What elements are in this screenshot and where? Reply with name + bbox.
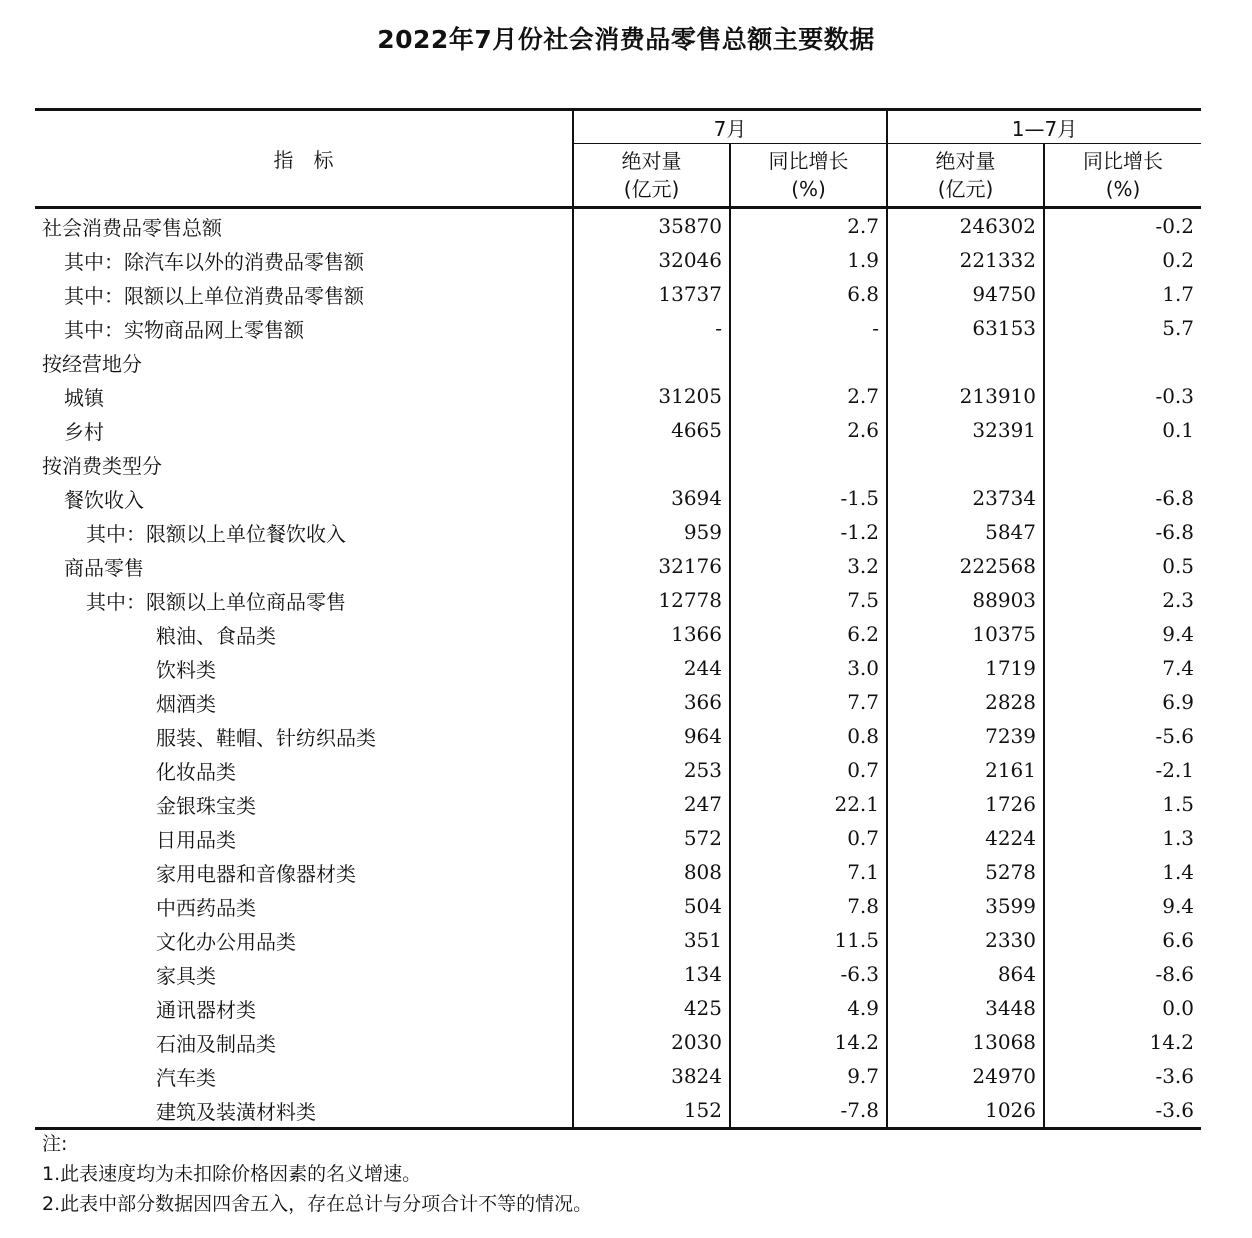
ytd-absolute-cell: 2828 — [887, 685, 1044, 719]
ytd-yoy-cell: -8.6 — [1044, 957, 1201, 991]
ytd-absolute-cell: 63153 — [887, 311, 1044, 345]
july-yoy-cell: 7.7 — [730, 685, 887, 719]
row-label: 家用电器和音像器材类 — [156, 861, 356, 886]
july-yoy-cell: -1.2 — [730, 515, 887, 549]
ytd-yoy-cell: -6.8 — [1044, 515, 1201, 549]
period-ytd-header: 1—7月 — [887, 110, 1201, 144]
july-absolute-cell — [573, 345, 730, 379]
abs-unit: (亿元) — [623, 177, 680, 201]
july-absolute-cell: 247 — [573, 787, 730, 821]
row-label: 其中：除汽车以外的消费品零售额 — [64, 249, 364, 274]
ytd-yoy-cell: 1.3 — [1044, 821, 1201, 855]
row-label: 其中：实物商品网上零售额 — [64, 317, 304, 342]
ytd-yoy-cell: -0.2 — [1044, 208, 1201, 244]
ytd-absolute-cell: 5278 — [887, 855, 1044, 889]
row-label: 中西药品类 — [156, 895, 256, 920]
table-row — [35, 617, 1201, 651]
table-row — [35, 1059, 1201, 1093]
ytd-absolute-cell: 13068 — [887, 1025, 1044, 1059]
july-yoy-cell — [730, 345, 887, 379]
july-absolute-cell: 134 — [573, 957, 730, 991]
row-label: 其中：限额以上单位餐饮收入 — [86, 521, 346, 546]
abs-unit: (亿元) — [937, 177, 994, 201]
july-yoy-cell: 11.5 — [730, 923, 887, 957]
table-body — [35, 208, 1201, 1129]
note-line: 1.此表速度均为未扣除价格因素的名义增速。 — [42, 1163, 422, 1185]
july-absolute-cell: 35870 — [573, 208, 730, 244]
yoy-label: 同比增长 — [1083, 149, 1164, 173]
july-yoy-cell: 3.2 — [730, 549, 887, 583]
ytd-yoy-cell: 2.3 — [1044, 583, 1201, 617]
july-yoy-header — [730, 144, 887, 208]
ytd-yoy-cell — [1044, 447, 1201, 481]
ytd-absolute-cell — [887, 447, 1044, 481]
row-label: 其中：限额以上单位消费品零售额 — [64, 283, 364, 308]
table-row — [35, 1025, 1201, 1059]
ytd-absolute-cell: 4224 — [887, 821, 1044, 855]
july-absolute-cell: 572 — [573, 821, 730, 855]
ytd-absolute-cell: 94750 — [887, 277, 1044, 311]
ytd-absolute-cell: 10375 — [887, 617, 1044, 651]
ytd-yoy-cell: 6.6 — [1044, 923, 1201, 957]
row-label: 化妆品类 — [156, 759, 236, 784]
ytd-absolute-cell: 3599 — [887, 889, 1044, 923]
table-row — [35, 345, 1201, 379]
table-row — [35, 753, 1201, 787]
july-absolute-cell: 2030 — [573, 1025, 730, 1059]
july-absolute-cell: 3824 — [573, 1059, 730, 1093]
table-row — [35, 243, 1201, 277]
july-yoy-cell: 4.9 — [730, 991, 887, 1025]
july-yoy-cell: -7.8 — [730, 1093, 887, 1129]
ytd-yoy-header — [1044, 144, 1201, 208]
ytd-absolute-cell: 24970 — [887, 1059, 1044, 1093]
ytd-absolute-cell: 221332 — [887, 243, 1044, 277]
ytd-yoy-cell: 6.9 — [1044, 685, 1201, 719]
july-yoy-cell: 2.7 — [730, 208, 887, 244]
note-line: 2.此表中部分数据因四舍五入，存在总计与分项合计不等的情况。 — [42, 1193, 593, 1215]
table-row — [35, 583, 1201, 617]
row-label: 服装、鞋帽、针纺织品类 — [156, 725, 376, 750]
notes-heading: 注: — [42, 1133, 68, 1155]
table-row — [35, 447, 1201, 481]
july-yoy-cell: 2.6 — [730, 413, 887, 447]
ytd-yoy-cell: -3.6 — [1044, 1093, 1201, 1129]
row-label: 建筑及装潢材料类 — [35, 1093, 573, 1129]
table-row — [35, 889, 1201, 923]
july-absolute-cell: 253 — [573, 753, 730, 787]
ytd-absolute-cell: 213910 — [887, 379, 1044, 413]
july-yoy-cell: 7.8 — [730, 889, 887, 923]
july-absolute-cell: 366 — [573, 685, 730, 719]
july-abs-header — [573, 144, 730, 208]
row-label: 烟酒类 — [156, 691, 216, 716]
ytd-yoy-cell: -0.3 — [1044, 379, 1201, 413]
july-absolute-cell: 425 — [573, 991, 730, 1025]
table-row — [35, 651, 1201, 685]
july-yoy-cell: 1.9 — [730, 243, 887, 277]
july-absolute-cell: 244 — [573, 651, 730, 685]
ytd-yoy-cell: -2.1 — [1044, 753, 1201, 787]
ytd-absolute-cell: 2161 — [887, 753, 1044, 787]
table-row — [35, 1093, 1201, 1129]
july-absolute-cell: 13737 — [573, 277, 730, 311]
ytd-absolute-cell: 246302 — [887, 208, 1044, 244]
july-yoy-cell: 7.1 — [730, 855, 887, 889]
july-absolute-cell: 1366 — [573, 617, 730, 651]
period-july-header: 7月 — [573, 110, 887, 144]
ytd-absolute-cell: 1719 — [887, 651, 1044, 685]
july-yoy-cell: 0.7 — [730, 821, 887, 855]
row-label: 金银珠宝类 — [156, 793, 256, 818]
ytd-yoy-cell: -5.6 — [1044, 719, 1201, 753]
ytd-yoy-cell: 5.7 — [1044, 311, 1201, 345]
table-row — [35, 719, 1201, 753]
july-absolute-cell: 959 — [573, 515, 730, 549]
yoy-unit: (%) — [1105, 177, 1141, 201]
ytd-yoy-cell — [1044, 345, 1201, 379]
ytd-yoy-cell: 9.4 — [1044, 617, 1201, 651]
ytd-absolute-cell: 2330 — [887, 923, 1044, 957]
ytd-absolute-cell: 222568 — [887, 549, 1044, 583]
ytd-yoy-cell: 7.4 — [1044, 651, 1201, 685]
july-yoy-cell: 6.2 — [730, 617, 887, 651]
july-absolute-cell: 351 — [573, 923, 730, 957]
ytd-yoy-cell: 0.0 — [1044, 991, 1201, 1025]
row-label: 饮料类 — [156, 657, 216, 682]
indicator-header: 指 标 — [35, 110, 573, 208]
table-row — [35, 855, 1201, 889]
july-yoy-cell: 2.7 — [730, 379, 887, 413]
row-label: 城镇 — [64, 385, 104, 410]
row-label: 餐饮收入 — [64, 487, 144, 512]
ytd-yoy-cell: -6.8 — [1044, 481, 1201, 515]
july-yoy-cell — [730, 447, 887, 481]
ytd-yoy-cell: 14.2 — [1044, 1025, 1201, 1059]
ytd-yoy-cell: 9.4 — [1044, 889, 1201, 923]
july-yoy-cell: 6.8 — [730, 277, 887, 311]
table-header — [35, 110, 1201, 208]
ytd-absolute-cell: 32391 — [887, 413, 1044, 447]
july-absolute-cell — [573, 447, 730, 481]
table-row — [35, 481, 1201, 515]
ytd-absolute-cell: 1026 — [887, 1093, 1044, 1129]
row-label: 汽车类 — [156, 1065, 216, 1090]
ytd-absolute-cell: 23734 — [887, 481, 1044, 515]
july-yoy-cell: 7.5 — [730, 583, 887, 617]
july-yoy-cell: 9.7 — [730, 1059, 887, 1093]
ytd-yoy-cell: 0.1 — [1044, 413, 1201, 447]
july-yoy-cell: 22.1 — [730, 787, 887, 821]
ytd-absolute-cell: 88903 — [887, 583, 1044, 617]
table-row — [35, 821, 1201, 855]
table-row — [35, 685, 1201, 719]
july-absolute-cell: 3694 — [573, 481, 730, 515]
row-label: 石油及制品类 — [156, 1031, 276, 1056]
page-title: 2022年7月份社会消费品零售总额主要数据 — [377, 25, 875, 54]
july-yoy-cell: 0.7 — [730, 753, 887, 787]
row-label: 按经营地分 — [42, 351, 142, 376]
july-absolute-cell: - — [573, 311, 730, 345]
july-yoy-cell: - — [730, 311, 887, 345]
row-label: 乡村 — [64, 419, 104, 444]
retail-sales-table — [35, 108, 1201, 1130]
ytd-absolute-cell: 7239 — [887, 719, 1044, 753]
ytd-yoy-cell: -3.6 — [1044, 1059, 1201, 1093]
table-row — [35, 208, 1201, 244]
notes — [42, 1129, 592, 1219]
row-label: 按消费类型分 — [42, 453, 162, 478]
abs-label: 绝对量 — [621, 149, 682, 173]
table-row — [35, 923, 1201, 957]
ytd-absolute-cell — [887, 345, 1044, 379]
table-row — [35, 515, 1201, 549]
row-label: 其中：限额以上单位商品零售 — [86, 589, 346, 614]
table-row — [35, 957, 1201, 991]
ytd-yoy-cell: 0.5 — [1044, 549, 1201, 583]
row-label: 通讯器材类 — [156, 997, 256, 1022]
ytd-yoy-cell: 1.4 — [1044, 855, 1201, 889]
july-absolute-cell: 32176 — [573, 549, 730, 583]
row-label: 粮油、食品类 — [156, 623, 276, 648]
july-absolute-cell: 964 — [573, 719, 730, 753]
yoy-unit: (%) — [791, 177, 826, 201]
abs-label: 绝对量 — [935, 149, 996, 173]
july-yoy-cell: 0.8 — [730, 719, 887, 753]
row-label: 家具类 — [156, 963, 216, 988]
july-absolute-cell: 12778 — [573, 583, 730, 617]
row-label: 日用品类 — [156, 827, 236, 852]
table-row — [35, 413, 1201, 447]
table-row — [35, 277, 1201, 311]
ytd-yoy-cell: 1.7 — [1044, 277, 1201, 311]
july-yoy-cell: -6.3 — [730, 957, 887, 991]
row-label: 社会消费品零售总额 — [42, 215, 222, 240]
table-row — [35, 787, 1201, 821]
july-yoy-cell: 3.0 — [730, 651, 887, 685]
table-row — [35, 311, 1201, 345]
yoy-label: 同比增长 — [768, 149, 849, 173]
row-label: 商品零售 — [64, 555, 144, 580]
ytd-absolute-cell: 3448 — [887, 991, 1044, 1025]
ytd-yoy-cell: 0.2 — [1044, 243, 1201, 277]
july-yoy-cell: 14.2 — [730, 1025, 887, 1059]
ytd-absolute-cell: 864 — [887, 957, 1044, 991]
table-row — [35, 379, 1201, 413]
july-absolute-cell: 32046 — [573, 243, 730, 277]
july-absolute-cell: 504 — [573, 889, 730, 923]
data-table-container — [35, 108, 1201, 1130]
table-row — [35, 549, 1201, 583]
ytd-absolute-cell: 1726 — [887, 787, 1044, 821]
july-absolute-cell: 31205 — [573, 379, 730, 413]
table-row — [35, 991, 1201, 1025]
july-absolute-cell: 152 — [573, 1093, 730, 1129]
ytd-abs-header — [887, 144, 1044, 208]
ytd-yoy-cell: 1.5 — [1044, 787, 1201, 821]
ytd-absolute-cell: 5847 — [887, 515, 1044, 549]
row-label: 文化办公用品类 — [156, 929, 296, 954]
july-absolute-cell: 4665 — [573, 413, 730, 447]
july-absolute-cell: 808 — [573, 855, 730, 889]
july-yoy-cell: -1.5 — [730, 481, 887, 515]
